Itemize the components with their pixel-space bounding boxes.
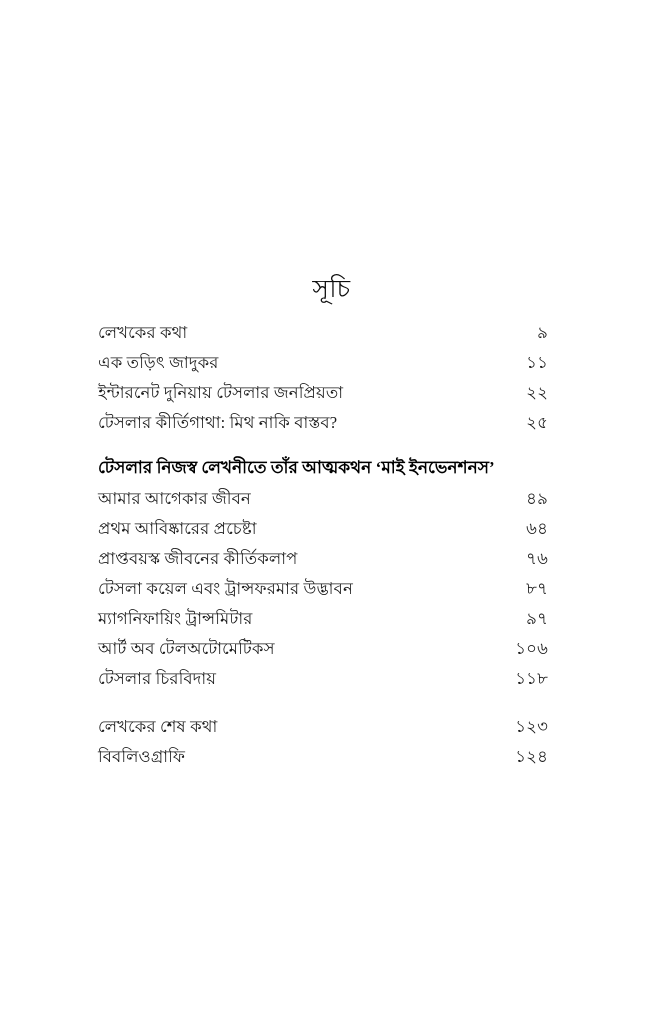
toc-entry-title: এক তড়িৎ জাদুকর [98, 353, 219, 372]
page-title: সূচি [312, 276, 351, 303]
toc-entry-title: লেখকের কথা [98, 323, 188, 342]
toc-entry[interactable] [98, 378, 548, 408]
toc-entry-page-number: ৯৭ [526, 609, 548, 628]
toc-entry[interactable] [98, 604, 548, 634]
toc-entry[interactable] [98, 318, 548, 348]
toc-entry-page-number: ২৫ [526, 413, 548, 432]
toc-entry-page-number: ৬৪ [526, 519, 548, 538]
toc-entry-title: টেসলা কয়েল এবং ট্রান্সফরমার উদ্ভাবন [98, 579, 353, 598]
toc-entry-page-number: ১১ [526, 353, 548, 372]
toc-entry[interactable] [98, 544, 548, 574]
toc-entry-title: টেসলার নিজস্ব লেখনীতে তাঁর আত্মকথন ‘মাই ইনভেনশনস’ [98, 458, 495, 477]
toc-entry[interactable] [98, 348, 548, 378]
toc-entry[interactable] [98, 712, 548, 742]
toc-entry-page-number: ১০৬ [515, 639, 548, 658]
toc-entry-page-number: ৪৯ [526, 489, 548, 508]
toc-entry[interactable] [98, 634, 548, 664]
toc-entry-page-number: ৯ [537, 323, 548, 342]
toc-entry-page-number: ১২৪ [515, 747, 548, 766]
toc-entry[interactable] [98, 408, 548, 438]
toc-entry-title: আর্ট অব টেলঅটোমেটিকস [98, 639, 275, 658]
toc-entry[interactable] [98, 664, 548, 694]
toc-entry-title: ইন্টারনেট দুনিয়ায় টেসলার জনপ্রিয়তা [98, 383, 344, 402]
toc-entry-page-number: ১১৮ [515, 669, 548, 688]
toc-entry[interactable] [98, 574, 548, 604]
toc-entry-title: ম্যাগনিফায়িং ট্রান্সমিটার [98, 609, 253, 628]
toc-entry-page-number: ১২৩ [515, 717, 548, 736]
toc-entry[interactable] [98, 742, 548, 772]
toc-entry-page-number: ৮৭ [526, 579, 548, 598]
toc-section-heading[interactable] [98, 452, 548, 483]
toc-entry[interactable] [98, 514, 548, 544]
toc-entry[interactable] [98, 484, 548, 514]
toc-entry-title: টেসলার কীর্তিগাথা: মিথ নাকি বাস্তব? [98, 413, 338, 432]
table-of-contents-list [98, 318, 548, 772]
toc-entry-title: প্রাপ্তবয়স্ক জীবনের কীর্তিকলাপ [98, 549, 298, 568]
toc-entry-title: প্রথম আবিষ্কারের প্রচেষ্টা [98, 519, 257, 538]
toc-entry-title: টেসলার চিরবিদায় [98, 669, 217, 688]
toc-entry-title: বিবলিওগ্রাফি [98, 747, 186, 766]
toc-entry-page-number: ২২ [526, 383, 548, 402]
toc-entry-title: লেখকের শেষ কথা [98, 717, 218, 736]
toc-entry-page-number: ৭৬ [526, 549, 548, 568]
toc-entry-title: আমার আগেকার জীবন [98, 489, 251, 508]
